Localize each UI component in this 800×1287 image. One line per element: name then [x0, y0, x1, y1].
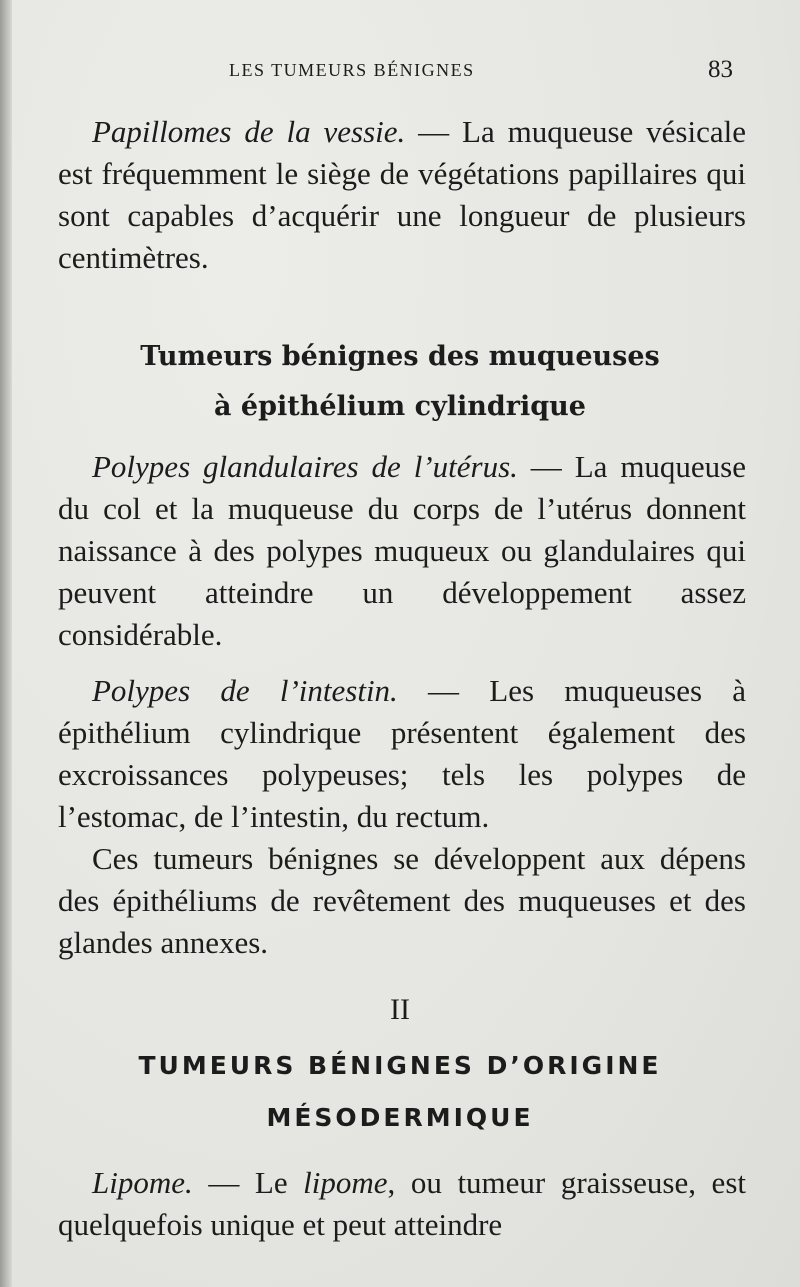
paragraph-body: , ou tumeur graisseuse, est quelquefois unique et peut atteindre: [58, 1165, 746, 1242]
paragraph-term: lipome: [303, 1165, 388, 1200]
paragraph-lead: Polypes de l’intestin.: [92, 673, 398, 708]
paragraph-lead: Polypes glandulaires de l’utérus.: [92, 449, 518, 484]
heading-line: à épithélium cylindrique: [214, 391, 586, 422]
chapter-number: II: [390, 993, 410, 1026]
section-heading-cylindrique: [0, 332, 800, 432]
page-number: 83: [708, 56, 733, 83]
running-header: [0, 56, 800, 86]
paragraph-body: — La muqueuse vésicale est fréquemment le siège de végétations papillaires qui sont capables d’acquérir une longueur de plusieurs centimètres.: [58, 114, 746, 275]
chapter-title: [0, 1040, 800, 1144]
chapter-title-line: TUMEURS BÉNIGNES D’ORIGINE: [138, 1051, 662, 1080]
paragraph-body: — Le: [192, 1165, 304, 1200]
paragraph-lead: Lipome.: [92, 1165, 193, 1200]
paragraph-body: Ces tumeurs bénignes se développent aux dépens des épithéliums de revêtement des muqueuses et des glandes annexes.: [58, 841, 746, 960]
paragraph-papillomes: [58, 111, 746, 279]
heading-line: Tumeurs bénignes des muqueuses: [140, 341, 660, 372]
paragraph-body: — La muqueuse du col et la muqueuse du corps de l’utérus donnent naissance à des polypes muqueux ou glandulaires qui peuvent atteindre un développement assez considérable.: [58, 449, 747, 652]
paragraph-lead: Papillomes de la vessie.: [92, 114, 406, 149]
paragraph-lipome: [58, 1162, 746, 1246]
paragraph-summary: [58, 838, 746, 964]
paragraph-polypes-uterus: [58, 446, 746, 656]
running-head-title: LES TUMEURS BÉNIGNES: [229, 60, 475, 80]
paragraph-polypes-intestin: [58, 670, 746, 838]
paragraph-body: — Les muqueuses à épithélium cylindrique présentent également des excroissances polypeuses; tels les polypes de l’estomac, de l’intestin, du rectum.: [58, 673, 746, 834]
chapter-title-line: MÉSODERMIQUE: [266, 1103, 534, 1132]
